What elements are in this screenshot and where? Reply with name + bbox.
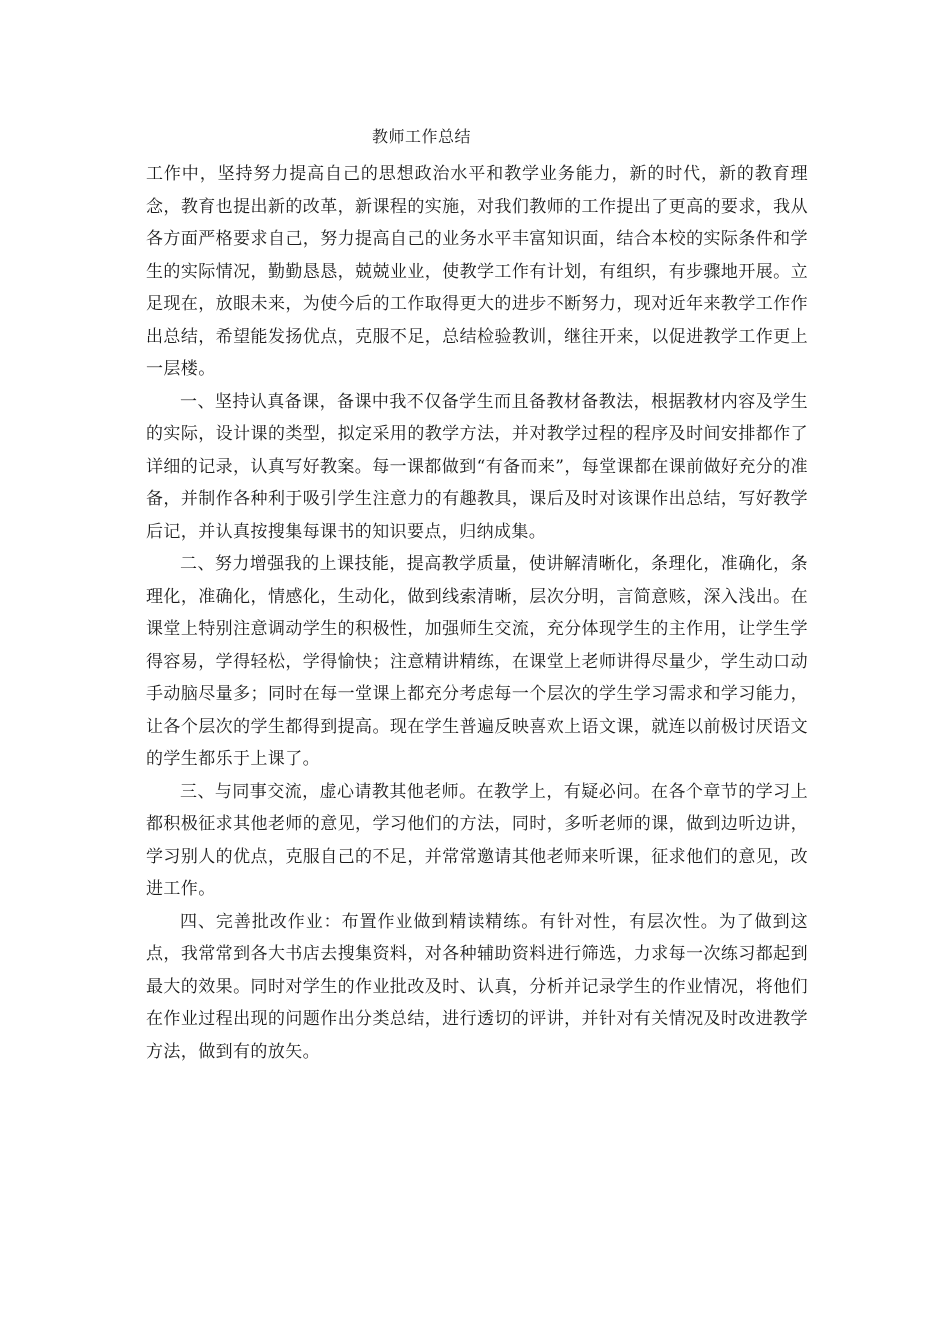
- paragraph-section-1: 一、坚持认真备课，备课中我不仅备学生而且备教材备教法，根据教材内容及学生的实际，设计课的类型，拟定采用的教学方法，并对教学过程的程序及时间安排都作了详细的记录，认真写好教案。每一课都做到“有备而来”，每堂课都在课前做好充分的准备，并制作各种利于吸引学生注意力的有趣教具，课后及时对该课作出总结，写好教学后记，并认真按搜集每课书的知识要点，归纳成集。: [146, 391, 808, 542]
- paragraph-intro: 工作中，坚持努力提高自己的思想政治水平和教学业务能力，新的时代，新的教育理念，教育也提出新的改革，新课程的实施，对我们教师的工作提出了更高的要求，我从各方面严格要求自己，努力提高自己的业务水平丰富知识面，结合本校的实际条件和学生的实际情况，勤勤恳恳，兢兢业业，使教学工作有计划，有组织，有步骤地开展。立足现在，放眼未来，为使今后的工作取得更大的进步不断努力，现对近年来教学工作作出总结，希望能发扬优点，克服不足，总结检验教训，继往开来，以促进教学工作更上一层楼。: [146, 164, 808, 379]
- paragraph-section-2: 二、努力增强我的上课技能，提高教学质量，使讲解清晰化，条理化，准确化，条理化，准确化，情感化，生动化，做到线索清晰，层次分明，言简意赅，深入浅出。在课堂上特别注意调动学生的积极性，加强师生交流，充分体现学生的主作用，让学生学得容易，学得轻松，学得愉快；注意精讲精练，在课堂上老师讲得尽量少，学生动口动手动脑尽量多；同时在每一堂课上都充分考虑每一个层次的学生学习需求和学习能力，让各个层次的学生都得到提高。现在学生普遍反映喜欢上语文课，就连以前极讨厌语文的学生都乐于上课了。: [146, 554, 808, 769]
- document-body: [146, 158, 808, 1068]
- document-title: 教师工作总结: [372, 127, 472, 146]
- paragraph-section-3: 三、与同事交流，虚心请教其他老师。在教学上，有疑必问。在各个章节的学习上都积极征求其他老师的意见，学习他们的方法，同时，多听老师的课，做到边听边讲，学习别人的优点，克服自己的不足，并常常邀请其他老师来听课，征求他们的意见，改进工作。: [146, 781, 808, 899]
- paragraph-section-4: 四、完善批改作业：布置作业做到精读精练。有针对性，有层次性。为了做到这点，我常常到各大书店去搜集资料，对各种辅助资料进行筛选，力求每一次练习都起到最大的效果。同时对学生的作业批改及时、认真，分析并记录学生的作业情况，将他们在作业过程出现的问题作出分类总结，进行透切的评讲，并针对有关情况及时改进教学方法，做到有的放矢。: [146, 911, 808, 1062]
